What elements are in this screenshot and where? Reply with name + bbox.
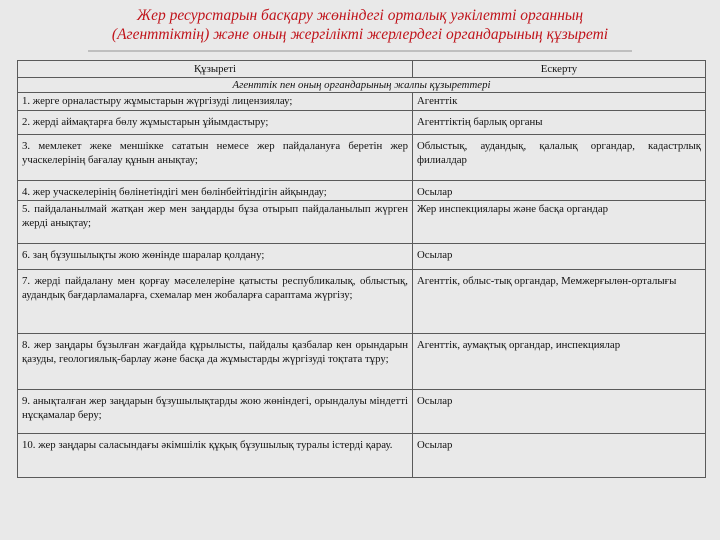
table-row: [18, 244, 706, 270]
competence-cell: 5. пайдаланылмай жатқан жер мен заңдарды бұза отырып пайдаланылып жүрген жерді анықтау;: [18, 201, 413, 244]
competence-table: [17, 60, 706, 478]
slide-title: [60, 4, 660, 46]
note-cell: Агенттік, аумақтық органдар, инспекциялар: [413, 334, 706, 390]
note-cell: Агенттік, облыс-тық органдар, Мемжерғылөн-орталығы: [413, 270, 706, 334]
note-cell: Облыстық, аудандық, қалалық органдар, кадастрлық филиалдар: [413, 135, 706, 181]
note-cell: Агенттік: [413, 93, 706, 111]
table-row: [18, 135, 706, 181]
table-row: [18, 270, 706, 334]
note-cell: Агенттіктің барлық органы: [413, 111, 706, 135]
note-cell: Осылар: [413, 244, 706, 270]
table-row: [18, 390, 706, 434]
competence-cell: 8. жер заңдары бұзылған жағдайда құрылысты, пайдалы қазбалар кен орындарын қазуды, геологиялық-барлау және басқа да жұмыстарды жүргізуді тоқтата тұру;: [18, 334, 413, 390]
note-cell: Осылар: [413, 181, 706, 201]
title-line-2: (Агенттіктің) және оның жергілікті жерлердегі органдарының құзыреті: [111, 26, 609, 43]
table-row: [18, 201, 706, 244]
table-header-row: [18, 61, 706, 78]
competence-cell: 4. жер учаскелерінің бөлінетіндігі мен бөлінбейтіндігін айқындау;: [18, 181, 413, 201]
header-note: Ескерту: [413, 61, 706, 78]
competence-cell: 10. жер заңдары саласындағы әкімшілік құқық бұзушылық туралы істерді қарау.: [18, 434, 413, 478]
competence-cell: 3. мемлекет жеке меншікке сататын немесе жер пайдалануға беретін жер учаскелерінің бағалау құнын анықтау;: [18, 135, 413, 181]
note-cell: Осылар: [413, 390, 706, 434]
note-cell: Осылар: [413, 434, 706, 478]
competence-cell: 9. анықталған жер заңдарын бұзушылықтарды жою жөніндегі, орындалуы міндетті нұсқамалар беру;: [18, 390, 413, 434]
table-row: [18, 334, 706, 390]
note-cell: Жер инспекциялары және басқа органдар: [413, 201, 706, 244]
table-subheader-row: [18, 78, 706, 93]
title-divider: [88, 50, 632, 52]
competence-cell: 7. жерді пайдалану мен қорғау мәселелеріне қатысты республикалық, облыстық, аудандық бағдарламаларға, схемалар мен жобаларға сараптама жүргізу;: [18, 270, 413, 334]
competence-cell: 6. заң бұзушылықты жою жөнінде шаралар қолдану;: [18, 244, 413, 270]
table-row: [18, 434, 706, 478]
subheader-general: Агенттік пен оның органдарының жалпы құзыреттері: [18, 78, 706, 93]
title-line-1: Жер ресурстарын басқару жөніндегі орталық уәкілетті органның: [136, 7, 584, 24]
table-row: [18, 181, 706, 201]
header-competence: Құзыреті: [18, 61, 413, 78]
table-row: [18, 93, 706, 111]
competence-cell: 1. жерге орналастыру жұмыстарын жүргізуді лицензиялау;: [18, 93, 413, 111]
competence-cell: 2. жерді аймақтарға бөлу жұмыстарын ұйымдастыру;: [18, 111, 413, 135]
table-row: [18, 111, 706, 135]
